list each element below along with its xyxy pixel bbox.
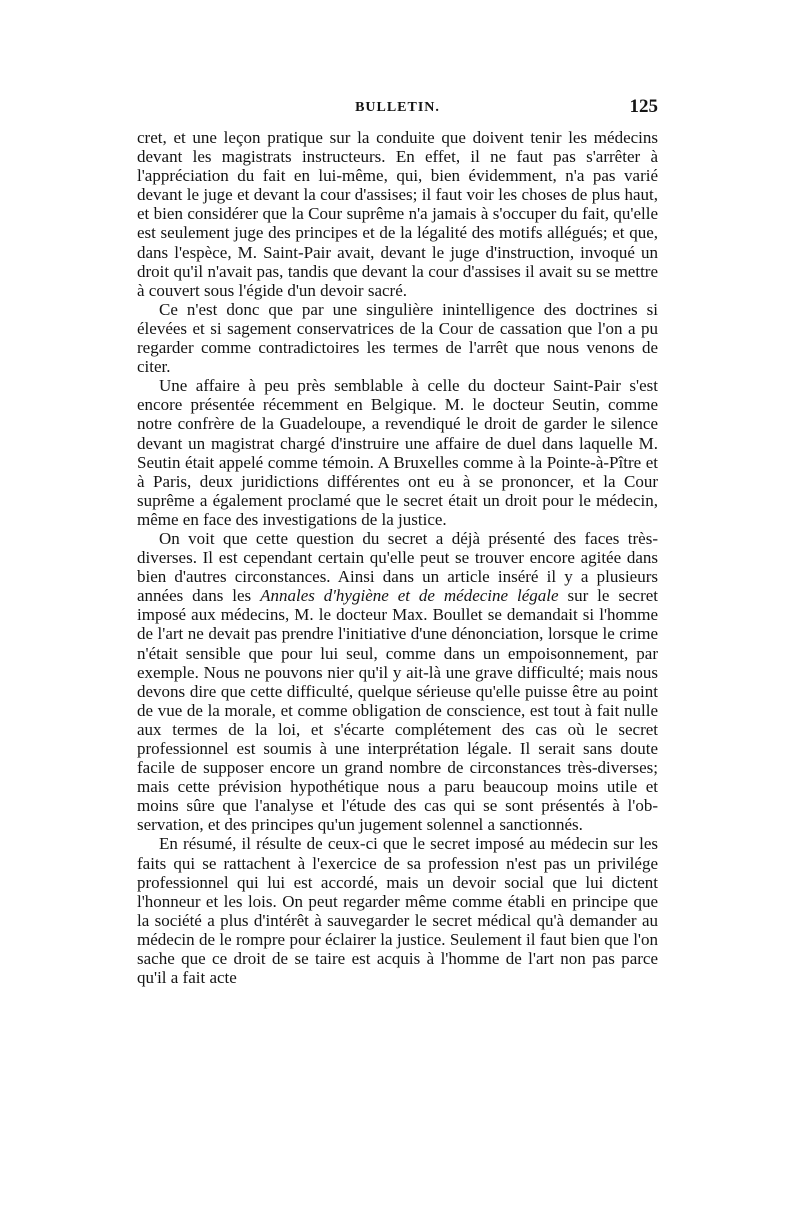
body-text [137,128,658,987]
paragraph-1: cret, et une leçon pratique sur la conduite que doivent tenir les médecins devant les magistrats instructeurs. En effet, il ne faut pas s'arrêter à l'appréciation du fait en lui-même, qui, bien évidemment, n'a pas varié devant le juge et devant la cour d'assises; il faut voir les choses de plus haut, et bien considérer que la Cour suprême n'a jamais à s'occuper du fait, qu'elle est seulement juge des principes et de la légalité des motifs allégués; et que, dans l'espèce, M. Saint-Pair avait, devant le juge d'instruction, invoqué un droit qu'il n'avait pas, tandis que devant la cour d'assises il avait su se mettre à couvert sous l'égide d'un devoir sacré. [137,128,658,300]
running-header [137,96,658,122]
journal-title: Annales d'hygiène et de médecine légale [260,586,559,606]
document-page [137,96,658,987]
paragraph-3: Une affaire à peu près semblable à celle du docteur Saint-Pair s'est encore présentée récemment en Belgique. M. le docteur Seutin, comme notre confrère de la Guadeloupe, a revendiqué le droit de garder le silence devant un magistrat chargé d'instruire une affaire de duel dans laquelle M. Seutin était appelé comme témoin. A Bruxelles comme à la Pointe-à-Pître et à Paris, deux juridictions différentes ont eu à se prononcer, et la Cour suprême a également proclamé que le secret était un droit pour le médecin, même en face des investigations de la justice. [137,376,658,529]
page-number: 125 [629,96,658,117]
paragraph-4-text-before: On voit que cette question du secret a déjà présenté des faces très-diverses. Il est cependant certain qu'elle peut se trouver encore agitée dans bien d'autres circonstances. Ainsi dans un article inséré il y a plusieurs années dans les [137,528,658,606]
paragraph-4-text-after: sur le secret imposé aux médecins, M. le docteur Max. Boullet se demandait si l'homme de l'art ne devait pas prendre l'initiative d'une dénonciation, lorsque le crime n'était sensible que pour lui seul, comme dans un empoisonnement, par exemple. Nous ne pouvons nier qu'il y ait-là une grave difficulté; mais nous devons dire que cette difficulté, quelque sérieuse qu'elle puisse être au point de vue de la morale, et comme obligation de conscience, est tout à fait nulle aux termes de la loi, et s'écarte complétement des cas où le secret professionnel est soumis à une interprétation légale. Il serait sans doute facile de supposer encore un grand nombre de circonstances très-diverses; mais cette prévision hypothétique nous a paru beaucoup moins utile et moins sûre que l'analyse et l'étude des cas qui se sont présentés à l'observation, et des principes qu'un jugement solennel a sanctionnés. [137,586,658,835]
running-title: BULLETIN. [355,100,440,115]
paragraph-5: En résumé, il résulte de ceux-ci que le secret imposé au médecin sur les faits qui se rattachent à l'exercice de sa profession n'est pas un privilége professionnel qui lui est accordé, mais un devoir social que lui dictent l'honneur et les lois. On peut regarder même comme établi en principe que la société a plus d'intérêt à sauvegarder le secret médical qu'à demander au médecin de le rompre pour éclairer la justice. Seulement il faut bien que l'on sache que ce droit de se taire est acquis à l'homme de l'art non pas parce qu'il a fait acte [137,834,658,988]
paragraph-2: Ce n'est donc que par une singulière inintelligence des doctrines si élevées et si sagement conservatrices de la Cour de cassation que l'on a pu regarder comme contradictoires les termes de l'arrêt que nous venons de citer. [137,299,658,377]
paragraph-4 [137,529,658,835]
